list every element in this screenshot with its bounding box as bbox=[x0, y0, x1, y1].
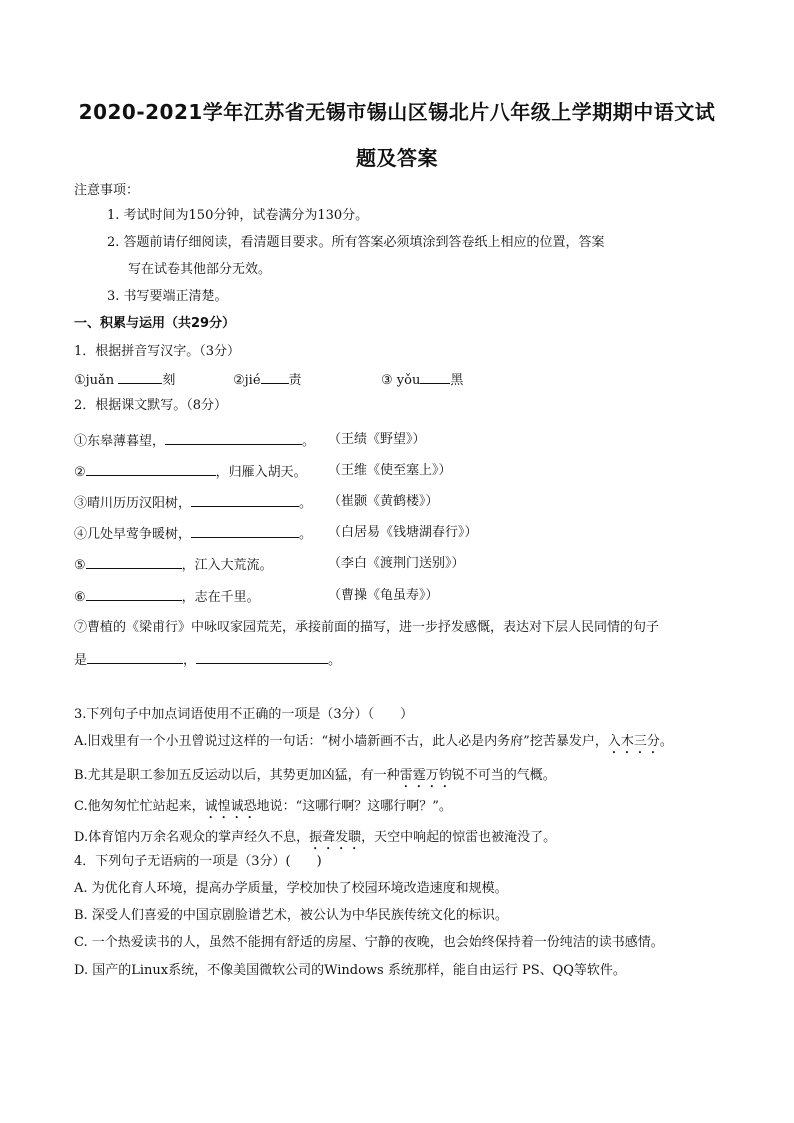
q2-l8-end: 。 bbox=[328, 653, 342, 668]
q3-d-emphasis: 振聋发聩 bbox=[309, 830, 362, 845]
q2-line-3 bbox=[74, 493, 312, 513]
q2-l3-text: ③晴川历历汉阳树， bbox=[74, 496, 192, 511]
q3-option-b bbox=[74, 767, 556, 791]
notice-heading: 注意事项： bbox=[74, 183, 140, 198]
q2-l4-source: （白居易《钱塘湖春行》） bbox=[328, 525, 478, 540]
q1-stem: 1．根据拼音写汉字。（3分） bbox=[74, 344, 241, 359]
q2-l1-text: ①东皋薄暮望， bbox=[74, 434, 166, 449]
q3-option-a bbox=[74, 733, 673, 757]
q4-stem: 4．下列句子无语病的一项是（3分）( ) bbox=[74, 854, 322, 869]
document-title-line2: 题及答案 bbox=[356, 146, 438, 170]
q4-option-a: A. 为优化育人环境，提高办学质量，学校加快了校园环境改造速度和规模。 bbox=[74, 881, 508, 896]
q2-l8-blank-1 bbox=[87, 650, 183, 664]
q2-l5-text: ⑤ bbox=[74, 558, 86, 573]
q2-line-5 bbox=[74, 555, 273, 575]
q2-line-7: ⑦曹植的《梁甫行》中咏叹家园荒芜，承接前面的描写，进一步抒发感慨，表达对下层人民同情的句子 bbox=[74, 620, 660, 635]
q1-a-prefix: ①juǎn bbox=[74, 373, 119, 388]
q2-l5-end: ，江入大荒流。 bbox=[181, 558, 273, 573]
q2-l5-source: （李白《渡荆门送别》） bbox=[328, 556, 465, 571]
q2-line-2 bbox=[74, 462, 307, 482]
q2-l3-source: （崔颢《黄鹤楼》） bbox=[328, 494, 439, 509]
q2-l2-text: ② bbox=[74, 465, 86, 480]
q3-b-emphasis: 雷霆万钧 bbox=[399, 768, 452, 783]
q2-l3-blank bbox=[191, 493, 299, 507]
q2-line-1 bbox=[74, 431, 315, 451]
q3-c-end: 地说：“这哪行啊？这哪行啊？”。 bbox=[256, 799, 452, 814]
q2-l4-text: ④几处早莺争暖树， bbox=[74, 527, 192, 542]
q1-b-prefix: ②jié bbox=[233, 373, 261, 388]
q2-l6-blank bbox=[86, 587, 182, 601]
q2-l1-end: 。 bbox=[302, 434, 316, 449]
q2-line-6 bbox=[74, 587, 260, 607]
q2-l2-source: （王维《使至塞上》） bbox=[328, 463, 452, 478]
q2-l6-source: （曹操《龟虽寿》） bbox=[328, 588, 439, 603]
q2-l4-blank bbox=[191, 524, 299, 538]
q3-a-end: 。 bbox=[659, 734, 673, 749]
q1-item-c bbox=[381, 370, 463, 390]
q2-stem: 2．根据课文默写。（8分） bbox=[74, 398, 228, 413]
notice-item-3: 3. 书写要端正清楚。 bbox=[107, 289, 228, 304]
section-1-heading: 一、积累与运用（共29分） bbox=[74, 316, 236, 331]
q2-l3-end: 。 bbox=[299, 496, 313, 511]
q4-option-b: B. 深受人们喜爱的中国京剧脸谱艺术，被公认为中华民族传统文化的标识。 bbox=[74, 908, 508, 923]
q1-c-suffix: 黑 bbox=[450, 373, 464, 388]
q4-option-c: C. 一个热爱读书的人，虽然不能拥有舒适的房屋、宁静的夜晚，也会始终保持着一份纯洁的读书感情。 bbox=[74, 935, 664, 950]
q2-l8-blank-2 bbox=[196, 650, 328, 664]
q3-d-end: ，天空中响起的惊雷也被淹没了。 bbox=[361, 830, 557, 845]
q3-c-text: C.他匆匆忙忙站起来， bbox=[74, 799, 205, 814]
q3-stem: 3.下列句子中加点词语使用不正确的一项是（3分）（ ） bbox=[74, 707, 414, 722]
q1-c-blank bbox=[420, 370, 450, 384]
q3-option-c bbox=[74, 798, 452, 822]
q2-l6-end: ，志在千里。 bbox=[181, 590, 260, 605]
q1-a-blank bbox=[118, 370, 162, 384]
document-title-line1: 2020-2021学年江苏省无锡市锡山区锡北片八年级上学期期中语文试 bbox=[78, 100, 716, 124]
q3-b-end: 锐不可当的气概。 bbox=[451, 768, 556, 783]
q4-option-d: D. 国产的Linux系统，不像美国微软公司的Windows 系统那样，能自由运行 PS、QQ等软件。 bbox=[74, 963, 626, 978]
notice-item-1: 1. 考试时间为150分钟，试卷满分为130分。 bbox=[107, 208, 369, 223]
q1-item-b bbox=[233, 370, 302, 390]
q1-a-suffix: 刻 bbox=[162, 373, 176, 388]
q3-d-text: D.体育馆内万余名观众的掌声经久不息， bbox=[74, 830, 310, 845]
q2-line-4 bbox=[74, 524, 312, 544]
q3-option-d bbox=[74, 829, 556, 853]
q2-l2-blank bbox=[86, 462, 216, 476]
q3-c-emphasis: 诚惶诚恐 bbox=[204, 799, 257, 814]
q2-l1-source: （王绩《野望》） bbox=[328, 432, 426, 447]
q3-b-text: B.尤其是职工参加五反运动以后，其势更加凶猛，有一种 bbox=[74, 768, 400, 783]
q1-item-a bbox=[74, 370, 175, 390]
q2-l1-blank bbox=[165, 431, 302, 445]
q2-l8-text: 是 bbox=[74, 653, 88, 668]
notice-item-2: 2. 答题前请仔细阅读，看清题目要求。所有答案必须填涂到答卷纸上相应的位置，答案 bbox=[107, 235, 605, 250]
q2-l6-text: ⑥ bbox=[74, 590, 86, 605]
q2-l4-end: 。 bbox=[299, 527, 313, 542]
q1-c-prefix: ③ yǒu bbox=[381, 373, 421, 388]
q2-l5-blank bbox=[86, 555, 182, 569]
notice-item-2-cont: 写在试卷其他部分无效。 bbox=[128, 262, 272, 277]
q3-a-text: A.旧戏里有一个小丑曾说过这样的一句话：“树小墙新画不古，此人必是内务府”挖苦暴发户， bbox=[74, 734, 608, 749]
q1-b-suffix: 责 bbox=[288, 373, 302, 388]
q2-l2-end: ，归雁入胡天。 bbox=[215, 465, 307, 480]
q2-l8-comma: ， bbox=[183, 653, 197, 668]
q2-line-8 bbox=[74, 650, 341, 670]
q1-b-blank bbox=[261, 370, 289, 384]
q3-a-emphasis: 入木三分 bbox=[607, 734, 660, 749]
